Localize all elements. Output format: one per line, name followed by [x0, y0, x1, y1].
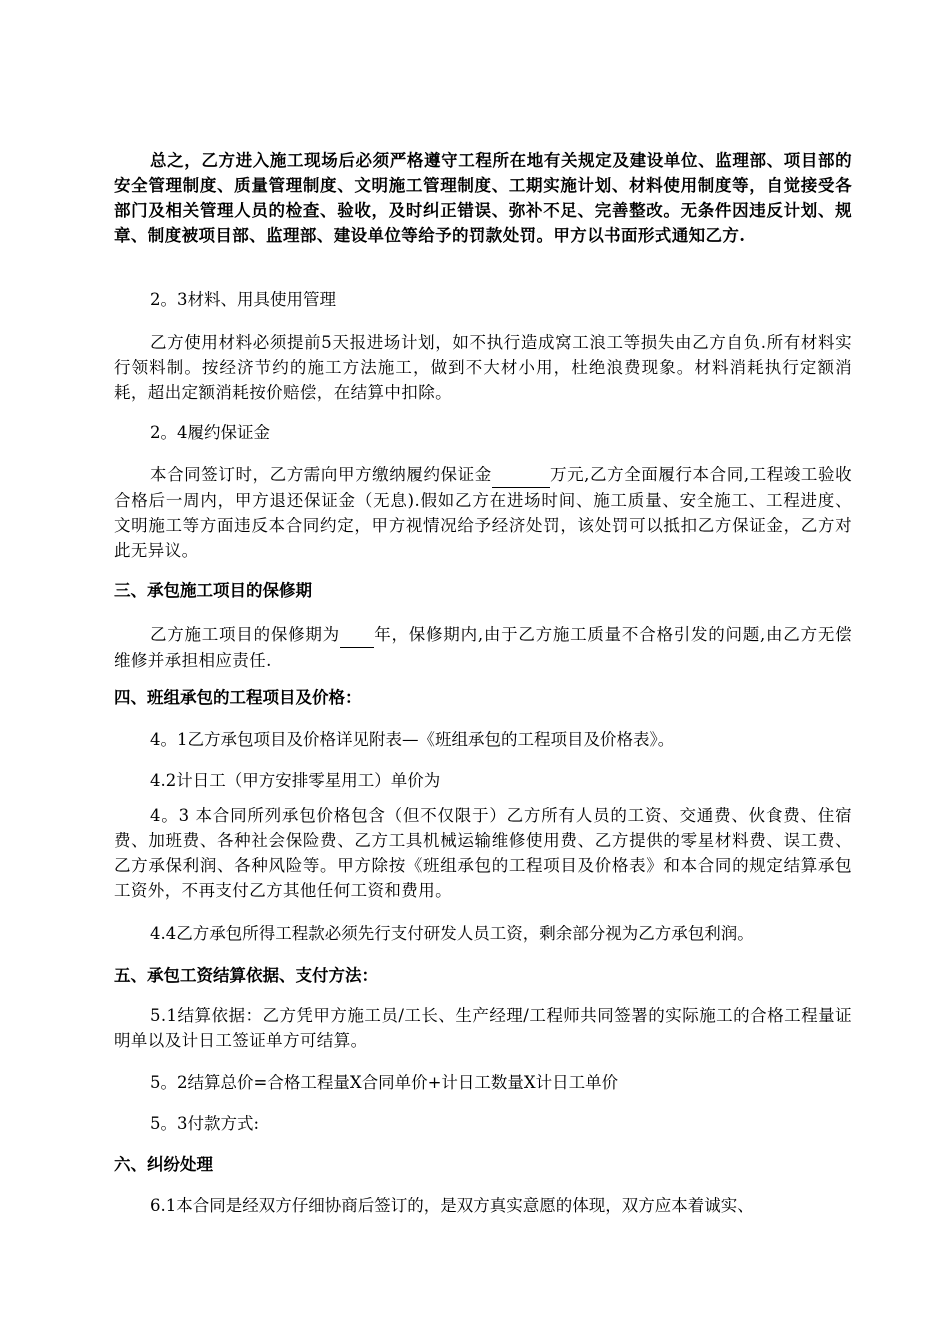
section-5-3-line: 5。3付款方式:: [150, 1114, 260, 1133]
section-2-4-title: 2。4履约保证金: [150, 423, 270, 442]
section-6-1-line: 6.1本合同是经双方仔细协商后签订的，是双方真实意愿的体现，双方应本着诚实、: [150, 1196, 754, 1215]
section-4-heading: 四、班组承包的工程项目及价格：: [114, 688, 362, 707]
section-2-3-title: 2。3材料、用具使用管理: [150, 290, 336, 309]
deposit-text-end: 万元,乙方全面履行本合同,工程竣工验收合格后一周内，甲方退还保证金（无息).假如乙方在进场时间、施工质量、安全施工、工程进度、文明施工等方面违反本合同约定，甲方视情况给予经济处罚，该处罚可以抵扣乙方保证金，乙方对此无异议。: [114, 465, 853, 560]
section-3-paragraph: [114, 622, 852, 673]
summary-paragraph: 总之，乙方进入施工现场后必须严格遵守工程所在地有关规定及建设单位、监理部、项目部的安全管理制度、质量管理制度、文明施工管理制度、工期实施计划、材料使用制度等，自觉接受各部门及相关管理人员的检查、验收，及时纠正错误、弥补不足、完善整改。无条件因违反计划、规章、制度被项目部、监理部、建设单位等给予的罚款处罚。甲方以书面形式通知乙方.: [114, 151, 852, 245]
warranty-text-start: 乙方施工项目的保修期为: [150, 625, 340, 644]
section-3-heading: 三、承包施工项目的保修期: [114, 581, 312, 600]
section-5-heading: 五、承包工资结算依据、支付方法：: [114, 966, 378, 985]
section-4-2-line: 4.2计日工（甲方安排零星用工）单价为: [150, 771, 441, 790]
section-2-4-paragraph: [114, 462, 852, 563]
section-5-2-line: 5。2结算总价=合格工程量X合同单价+计日工数量X计日工单价: [150, 1073, 619, 1092]
deposit-text-start: 本合同签订时，乙方需向甲方缴纳履约保证金: [150, 465, 492, 484]
deposit-amount-blank: [492, 462, 550, 488]
warranty-years-blank: [340, 622, 374, 648]
section-2-3-paragraph: 乙方使用材料必须提前5天报进场计划，如不执行造成窝工浪工等损失由乙方自负.所有材料实行领料制。按经济节约的施工方法施工，做到不大材小用，杜绝浪费现象。材料消耗执行定额消耗，超出定额消耗按价赔偿，在结算中扣除。: [114, 333, 852, 402]
section-5-1-paragraph: 5.1结算依据：乙方凭甲方施工员/工长、生产经理/工程师共同签署的实际施工的合格工程量证明单以及计日工签证单方可结算。: [114, 1006, 852, 1050]
section-6-heading: 六、纠纷处理: [114, 1155, 213, 1174]
section-4-4-line: 4.4乙方承包所得工程款必须先行支付研发人员工资，剩余部分视为乙方承包利润。: [150, 924, 754, 943]
section-4-1-line: 4。1乙方承包项目及价格详见附表—《班组承包的工程项目及价格表》。: [150, 730, 675, 749]
warranty-text-end: 年，保修期内,由于乙方施工质量不合格引发的问题,由乙方无偿维修并承担相应责任.: [114, 625, 852, 670]
section-4-3-paragraph: 4。3 本合同所列承包价格包含（但不仅限于）乙方所有人员的工资、交通费、伙食费、住宿费、加班费、各种社会保险费、乙方工具机械运输维修使用费、乙方提供的零星材料费、误工费、乙方承保利润、各种风险等。甲方除按《班组承包的工程项目及价格表》和本合同的规定结算承包工资外，不再支付乙方其他任何工资和费用。: [114, 806, 852, 900]
